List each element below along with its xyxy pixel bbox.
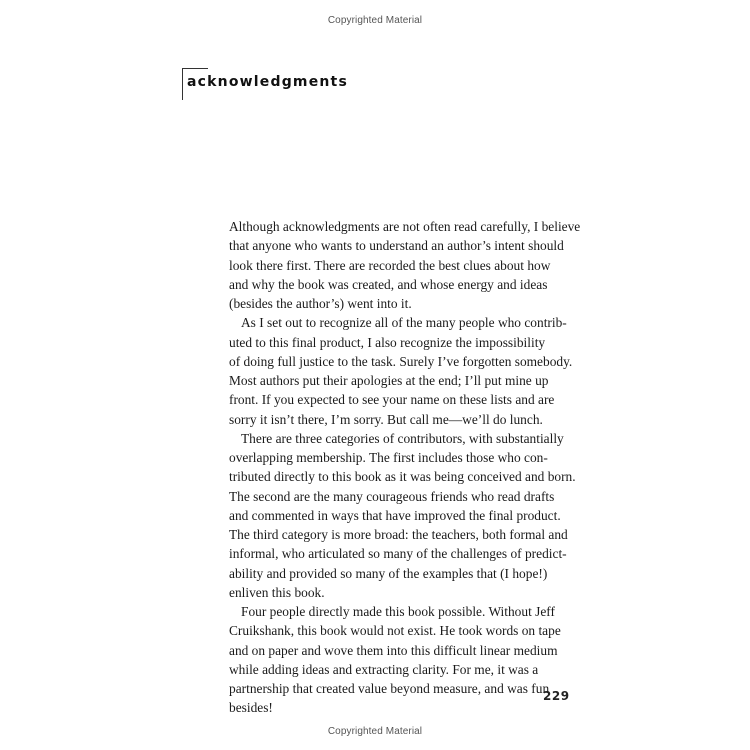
- body-text: [229, 217, 611, 718]
- heading-corner-rule: [182, 68, 208, 69]
- text-line: uted to this final product, I also recognize the impossibility: [229, 334, 546, 350]
- text-line: There are three categories of contributors, with substantially: [241, 430, 564, 446]
- text-line: tributed directly to this book as it was being conceived and born.: [229, 469, 576, 485]
- text-line: and commented in ways that have improved the final product.: [229, 507, 561, 523]
- paragraph: [229, 313, 611, 429]
- text-line: of doing full justice to the task. Surely I’ve forgotten somebody.: [229, 353, 573, 369]
- text-line: Most authors put their apologies at the end; I’ll put mine up: [229, 373, 549, 388]
- text-line: look there first. There are recorded the best clues about how: [229, 257, 551, 273]
- text-line: As I set out to recognize all of the many people who contrib-: [241, 315, 567, 331]
- text-line: The second are the many courageous friends who read drafts: [229, 488, 555, 504]
- text-line: front. If you expected to see your name on these lists and are: [229, 392, 555, 408]
- text-line: informal, who articulated so many of the challenges of predict-: [229, 546, 567, 562]
- paragraph: [229, 217, 611, 313]
- chapter-title: acknowledgments: [187, 74, 348, 90]
- text-line: and on paper and wove them into this difficult linear medium: [229, 642, 558, 658]
- text-line: that anyone who wants to understand an author’s intent should: [229, 238, 564, 254]
- watermark-top: Copyrighted Material: [327, 15, 423, 26]
- text-line: Four people directly made this book possible. Without Jeff: [241, 604, 555, 619]
- text-line: besides!: [229, 700, 273, 716]
- watermark-bottom: Copyrighted Material: [327, 726, 423, 737]
- text-line: Although acknowledgments are not often read carefully, I believe: [229, 219, 581, 234]
- paragraph: [229, 429, 611, 602]
- heading-corner-rule-vertical: [182, 68, 183, 100]
- text-line: ability and provided so many of the examples that (I hope!): [229, 565, 548, 581]
- text-line: The third category is more broad: the teachers, both formal and: [229, 527, 568, 542]
- text-line: Cruikshank, this book would not exist. He took words on tape: [229, 623, 561, 639]
- text-line: and why the book was created, and whose energy and ideas: [229, 276, 548, 292]
- text-line: overlapping membership. The first includes those who con-: [229, 450, 548, 465]
- text-line: enliven this book.: [229, 584, 325, 600]
- page-number: 229: [543, 689, 570, 703]
- text-line: while adding ideas and extracting clarity. For me, it was a: [229, 661, 539, 677]
- text-line: partnership that created value beyond measure, and was fun: [229, 681, 550, 696]
- text-line: (besides the author’s) went into it.: [229, 296, 412, 311]
- text-line: sorry it isn’t there, I’m sorry. But call me—we’ll do lunch.: [229, 411, 543, 427]
